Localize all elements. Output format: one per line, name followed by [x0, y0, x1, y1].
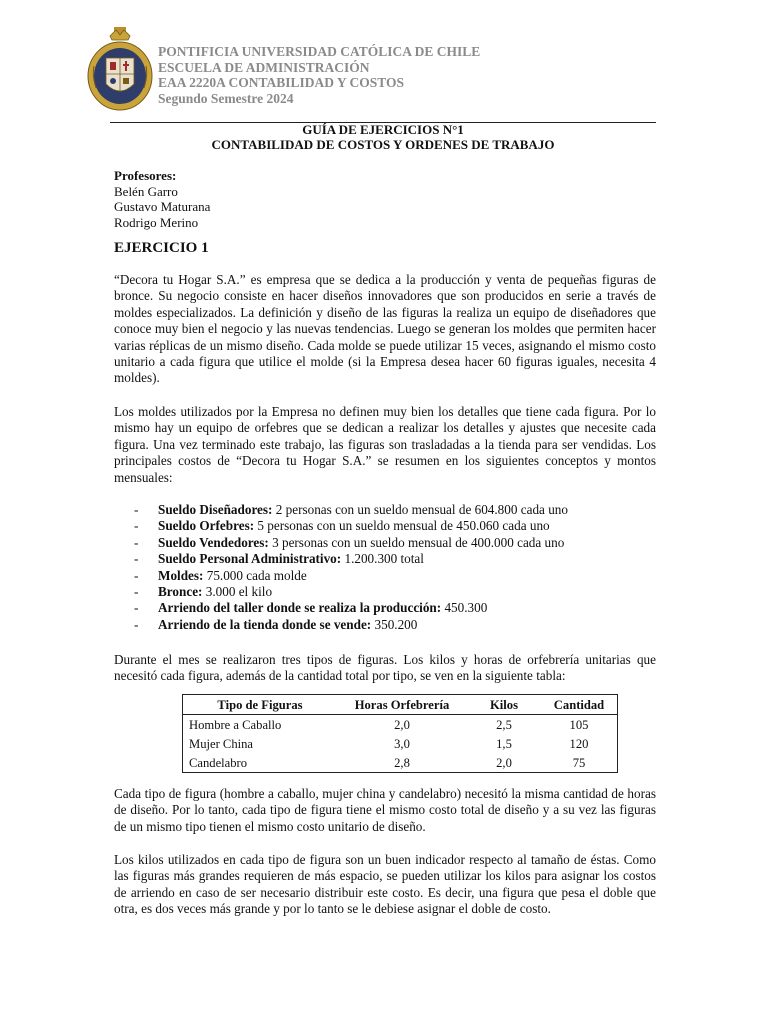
university-name: PONTIFICIA UNIVERSIDAD CATÓLICA DE CHILE [158, 44, 481, 59]
table-cell: 2,8 [394, 755, 410, 770]
list-dash: - [134, 551, 139, 567]
cost-text: 450.300 [441, 600, 488, 616]
cost-label: Sueldo Diseñadores: [158, 502, 273, 517]
semester: Segundo Semestre 2024 [158, 90, 294, 106]
cost-text: 2 personas con un sueldo mensual de 604.800 cada uno [272, 502, 568, 517]
list-item [114, 584, 656, 600]
institution-header [158, 44, 480, 106]
column-header: Tipo de Figuras [183, 695, 338, 715]
professor-name: Gustavo Maturana [114, 199, 211, 214]
list-item [114, 551, 656, 567]
table-cell: Mujer China [189, 736, 254, 751]
list-dash: - [134, 518, 139, 534]
cost-label: Arriendo del taller donde se realiza la producción: [158, 600, 442, 616]
cost-label: Moldes: [158, 567, 204, 583]
professors-label: Profesores: [114, 168, 177, 183]
table-cell: 2,0 [394, 717, 410, 732]
course-name: EAA 2220A CONTABILIDAD Y COSTOS [158, 75, 405, 90]
table-cell: 3,0 [394, 736, 410, 751]
table-cell: 2,5 [496, 717, 512, 732]
table-row [183, 753, 618, 773]
university-crest-logo [86, 26, 154, 112]
document-title [110, 122, 656, 152]
cost-label: Arriendo de la tienda donde se vende: [158, 616, 372, 632]
list-item [114, 535, 656, 551]
list-dash: - [134, 502, 139, 517]
figures-table [182, 694, 618, 773]
table-cell: Candelabro [189, 755, 248, 770]
school-name: ESCUELA DE ADMINISTRACIÓN [158, 59, 370, 75]
table-cell: 75 [572, 755, 586, 770]
list-item [114, 518, 656, 534]
table-cell: 120 [569, 736, 589, 751]
professor-name: Belén Garro [114, 183, 178, 199]
column-header: Kilos [467, 695, 541, 715]
cost-text: 1.200.300 total [341, 551, 424, 567]
cost-text: 5 personas con un sueldo mensual de 450.060 cada uno [254, 518, 550, 534]
table-header-row [183, 695, 618, 715]
paragraph-table-intro: Durante el mes se realizaron tres tipos de figuras. Los kilos y horas de orfebrería unitarias que necesitó cada figura, además de la cantidad total por tipo, se ven en la siguiente tabla: [114, 652, 656, 684]
list-item [114, 502, 656, 518]
paragraph-design-hours: Cada tipo de figura (hombre a caballo, mujer china y candelabro) necesitó la misma cantidad de horas de diseño. Por lo tanto, cada tipo de figura tiene el mismo costo total de diseño y a su vez las figuras de un mismo tipo tienen el mismo costo unitario de diseño. [114, 786, 656, 834]
table-cell: 105 [569, 717, 589, 732]
cost-text: 350.200 [371, 616, 418, 632]
list-dash: - [134, 584, 139, 600]
table-cell: Hombre a Caballo [189, 717, 282, 732]
paragraph-molds: Los moldes utilizados por la Empresa no definen muy bien los detalles que tiene cada figura. Por lo mismo hay un equipo de orfebres que se dedican a realizar los detalles y ajustes que necesite cada figura. Una vez terminado este trabajo, las figuras son trasladadas a la tienda para ser vendidas. Los principales costos de “Decora tu Hogar S.A.” se resumen en los siguientes conceptos y montos mensuales: [114, 404, 656, 485]
table-cell: 2,0 [496, 755, 512, 770]
professors-block [114, 168, 210, 230]
title-line-2: CONTABILIDAD DE COSTOS Y ORDENES DE TRABAJO [211, 137, 555, 152]
table-row [183, 715, 618, 735]
table-cell: 1,5 [496, 736, 512, 751]
column-header: Horas Orfebrería [337, 695, 467, 715]
list-dash: - [134, 534, 139, 550]
column-header: Cantidad [541, 695, 618, 715]
exercise-title: EJERCICIO 1 [114, 240, 209, 256]
cost-text: 3 personas con un sueldo mensual de 400.000 cada uno [268, 534, 565, 550]
table-row [183, 734, 618, 753]
cost-list [114, 502, 656, 633]
cost-text: 75.000 cada molde [203, 567, 307, 583]
cost-label: Sueldo Vendedores: [158, 534, 269, 550]
professor-name: Rodrigo Merino [114, 214, 199, 230]
list-item [114, 600, 656, 616]
cost-label: Bronce: [158, 584, 203, 600]
list-item [114, 568, 656, 584]
list-item [114, 617, 656, 633]
list-dash: - [134, 616, 139, 632]
cost-text: 3.000 el kilo [202, 584, 273, 600]
paragraph-intro: “Decora tu Hogar S.A.” es empresa que se dedica a la producción y venta de pequeñas figuras de bronce. Su negocio consiste en hacer diseños innovadores que son producidos en serie a través de moldes especializados. La definición y diseño de las figuras la realiza un equipo de diseñadores que conoce muy bien el negocio y las nuevas tendencias. Luego se generan los moldes que permiten hacer varias réplicas de un mismo diseño. Cada molde se puede utilizar 15 veces, asignando el mismo costo unitario a cada figura que utilice el molde (si la Empresa desea hacer 60 figuras iguales, necesita 4 moldes). [114, 272, 656, 386]
cost-label: Sueldo Orfebres: [158, 518, 255, 534]
title-line-1: GUÍA DE EJERCICIOS N°1 [302, 122, 464, 137]
list-dash: - [134, 600, 139, 616]
cost-label: Sueldo Personal Administrativo: [158, 551, 342, 567]
paragraph-kilos: Los kilos utilizados en cada tipo de figura son un buen indicador respecto al tamaño de éstas. Como las figuras más grandes requieren de más espacio, se pueden utilizar los kilos para asignar los costos de arriendo en caso de ser necesario distribuir este costo. Es decir, una figura que pesa el doble que otra, es dos veces más grande y por lo tanto se le debiese asignar el doble de costo. [114, 852, 656, 917]
list-dash: - [134, 567, 139, 583]
